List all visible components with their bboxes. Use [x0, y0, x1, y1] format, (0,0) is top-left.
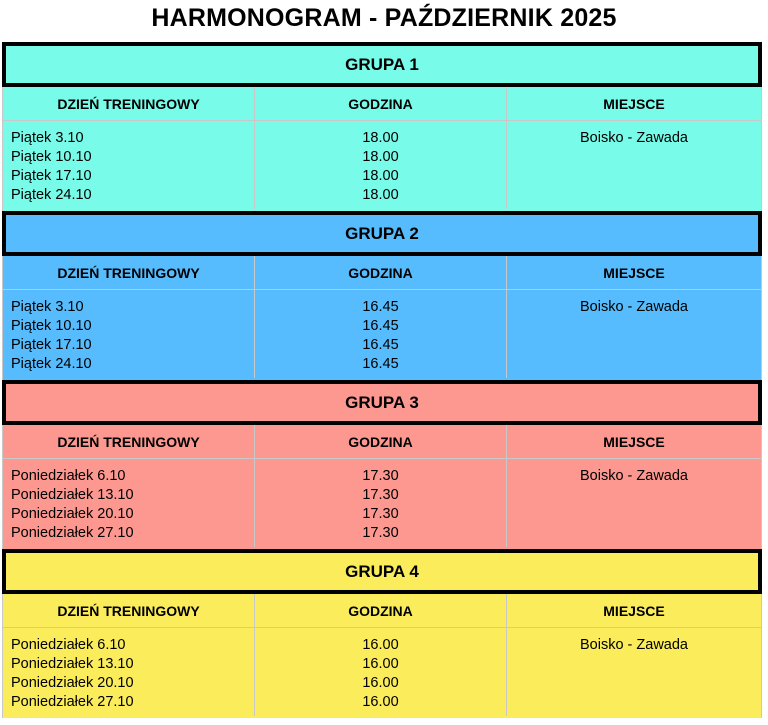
training-day: Poniedziałek 13.10	[11, 487, 134, 503]
training-hour: 18.00	[362, 130, 399, 146]
group-header: GRUPA 4	[2, 549, 762, 594]
training-hours-cell	[255, 459, 507, 547]
training-day: Piątek 24.10	[11, 356, 92, 372]
training-hour: 16.45	[362, 318, 399, 334]
group-table	[2, 256, 762, 380]
training-day: Poniedziałek 6.10	[11, 468, 126, 484]
group-table	[2, 425, 762, 549]
column-header-hour: GODZINA	[255, 256, 507, 290]
training-place: Boisko - Zawada	[580, 299, 688, 315]
training-hour: 17.30	[362, 468, 399, 484]
group-header: GRUPA 2	[2, 211, 762, 256]
training-day: Piątek 10.10	[11, 149, 92, 165]
column-header-day: DZIEŃ TRENINGOWY	[3, 594, 255, 628]
training-hours-cell	[255, 290, 507, 378]
training-days-cell	[3, 121, 255, 209]
training-hour: 16.00	[362, 675, 399, 691]
training-hour: 16.00	[362, 637, 399, 653]
training-place-cell	[507, 290, 761, 378]
training-day: Piątek 24.10	[11, 187, 92, 203]
column-header-day: DZIEŃ TRENINGOWY	[3, 425, 255, 459]
group-section-3	[2, 380, 762, 549]
training-hour: 16.00	[362, 694, 399, 710]
group-table	[2, 87, 762, 211]
group-section-4	[2, 549, 762, 718]
column-header-place: MIEJSCE	[507, 594, 761, 628]
training-day: Poniedziałek 20.10	[11, 506, 134, 522]
training-day: Poniedziałek 6.10	[11, 637, 126, 653]
page-title: HARMONOGRAM - PAŹDZIERNIK 2025	[151, 4, 617, 32]
training-place-cell	[507, 121, 761, 209]
training-day: Piątek 3.10	[11, 299, 84, 315]
training-hour: 17.30	[362, 506, 399, 522]
group-table	[2, 594, 762, 718]
training-hour: 18.00	[362, 187, 399, 203]
column-header-hour: GODZINA	[255, 425, 507, 459]
training-hour: 16.45	[362, 299, 399, 315]
training-hour: 16.45	[362, 337, 399, 353]
column-header-hour: GODZINA	[255, 87, 507, 121]
training-day: Piątek 3.10	[11, 130, 84, 146]
training-day: Piątek 17.10	[11, 337, 92, 353]
column-header-place: MIEJSCE	[507, 425, 761, 459]
column-header-day: DZIEŃ TRENINGOWY	[3, 87, 255, 121]
training-day: Poniedziałek 20.10	[11, 675, 134, 691]
training-hours-cell	[255, 628, 507, 716]
group-section-2	[2, 211, 762, 380]
column-header-day: DZIEŃ TRENINGOWY	[3, 256, 255, 290]
group-header: GRUPA 1	[2, 42, 762, 87]
training-days-cell	[3, 628, 255, 716]
column-header-place: MIEJSCE	[507, 87, 761, 121]
training-day: Poniedziałek 27.10	[11, 525, 134, 541]
training-days-cell	[3, 290, 255, 378]
group-header: GRUPA 3	[2, 380, 762, 425]
training-hours-cell	[255, 121, 507, 209]
column-header-hour: GODZINA	[255, 594, 507, 628]
training-day: Poniedziałek 13.10	[11, 656, 134, 672]
training-hour: 18.00	[362, 149, 399, 165]
training-hour: 16.00	[362, 656, 399, 672]
training-hour: 16.45	[362, 356, 399, 372]
column-header-place: MIEJSCE	[507, 256, 761, 290]
training-place-cell	[507, 628, 761, 716]
training-place-cell	[507, 459, 761, 547]
training-hour: 17.30	[362, 487, 399, 503]
training-day: Piątek 10.10	[11, 318, 92, 334]
group-section-1	[2, 42, 762, 211]
training-place: Boisko - Zawada	[580, 468, 688, 484]
training-place: Boisko - Zawada	[580, 130, 688, 146]
training-days-cell	[3, 459, 255, 547]
training-place: Boisko - Zawada	[580, 637, 688, 653]
training-day: Poniedziałek 27.10	[11, 694, 134, 710]
training-hour: 17.30	[362, 525, 399, 541]
training-hour: 18.00	[362, 168, 399, 184]
training-day: Piątek 17.10	[11, 168, 92, 184]
